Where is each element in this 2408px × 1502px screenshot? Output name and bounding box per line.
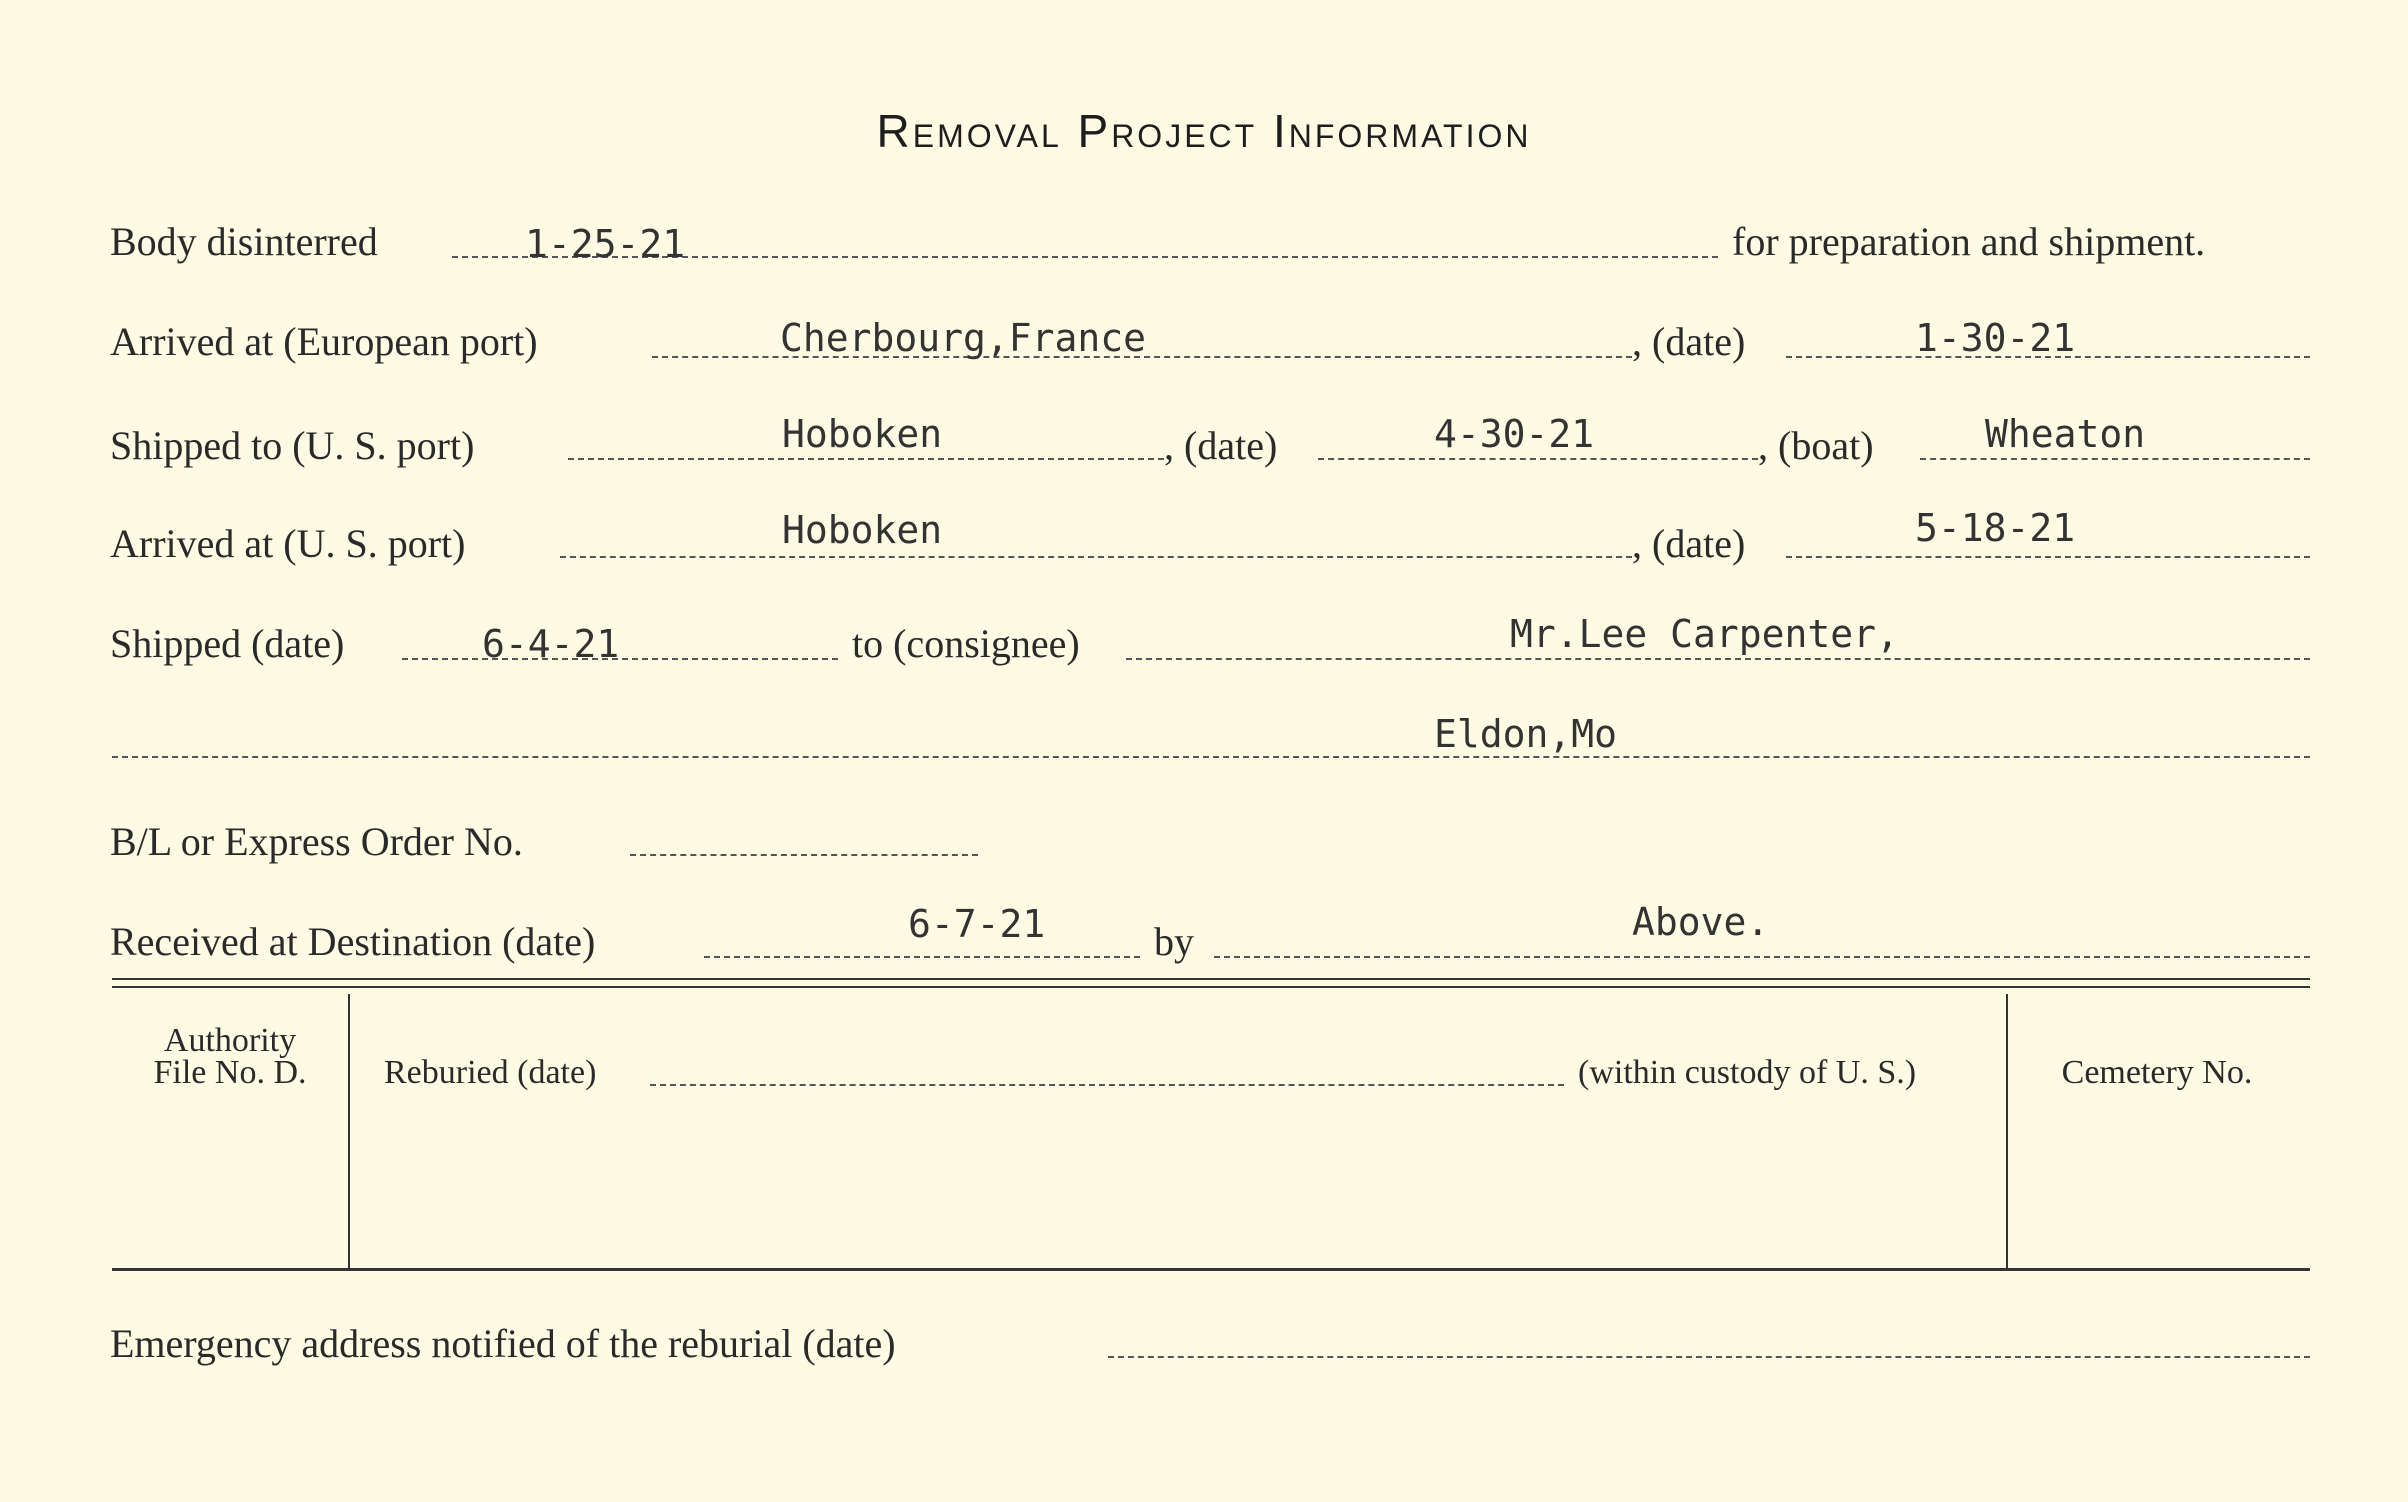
double-rule-top xyxy=(112,978,2310,980)
custody-label: (within custody of U. S.) xyxy=(1578,1054,1917,1091)
boat-value: Wheaton xyxy=(1985,412,2146,456)
consignee-address-line xyxy=(112,756,2310,758)
us-port-shipped-value: Hoboken xyxy=(782,412,943,456)
double-rule-bottom xyxy=(112,986,2310,988)
boat-line xyxy=(1920,458,2310,460)
shipped-date-line xyxy=(402,658,838,660)
shipped-date-us-label: , (date) xyxy=(1164,423,1278,468)
received-by-label: by xyxy=(1154,919,1194,964)
received-by-value: Above. xyxy=(1632,900,1770,944)
bl-order-line xyxy=(630,854,978,856)
consignee-line xyxy=(1126,658,2310,660)
received-date-line xyxy=(704,956,1140,958)
body-disinterred-label: Body disinterred xyxy=(110,219,378,264)
arrived-date-us-line xyxy=(1786,556,2310,558)
euro-date-label: , (date) xyxy=(1632,319,1746,364)
page-title: Removal Project Information xyxy=(876,105,1532,157)
emergency-date-line xyxy=(1108,1356,2310,1358)
shipped-us-label: Shipped to (U. S. port) xyxy=(110,423,475,468)
us-port-shipped-line xyxy=(568,458,1164,460)
file-no-label: File No. D. xyxy=(153,1054,307,1091)
us-port-arrived-value: Hoboken xyxy=(782,508,943,552)
received-dest-label: Received at Destination (date) xyxy=(110,919,596,964)
consignee-label: to (consignee) xyxy=(852,621,1080,666)
shipped-date-value: 6-4-21 xyxy=(482,622,620,666)
arrived-us-label: Arrived at (U. S. port) xyxy=(110,521,466,566)
cemetery-label: Cemetery No. xyxy=(2061,1054,2253,1091)
prep-shipment-label: for preparation and shipment. xyxy=(1732,219,2206,264)
us-port-arrived-line xyxy=(560,556,1632,558)
reburied-date-line xyxy=(650,1084,1564,1086)
consignee-name-value: Mr.Lee Carpenter, xyxy=(1510,612,1899,656)
arrived-date-us-value: 5-18-21 xyxy=(1915,506,2076,550)
arrived-date-us-label: , (date) xyxy=(1632,521,1746,566)
consignee-address-value: Eldon,Mo xyxy=(1434,712,1618,756)
shipped-date-label: Shipped (date) xyxy=(110,621,345,666)
disinterred-date-value: 1-25-21 xyxy=(525,222,686,266)
reburied-label: Reburied (date) xyxy=(384,1054,597,1091)
emergency-label: Emergency address notified of the reburial (date) xyxy=(110,1321,896,1366)
euro-port-value: Cherbourg,France xyxy=(780,316,1147,360)
euro-date-value: 1-30-21 xyxy=(1915,316,2076,360)
table-divider-left xyxy=(348,994,350,1268)
received-date-value: 6-7-21 xyxy=(908,902,1046,946)
authority-label: Authority xyxy=(163,1022,297,1059)
received-by-line xyxy=(1214,956,2310,958)
boat-label: , (boat) xyxy=(1758,423,1874,468)
bl-order-label: B/L or Express Order No. xyxy=(110,819,523,864)
arrived-euro-label: Arrived at (European port) xyxy=(110,319,538,364)
table-bottom-rule xyxy=(112,1268,2310,1271)
table-divider-right xyxy=(2006,994,2008,1268)
shipped-date-us-line xyxy=(1318,458,1758,460)
shipped-date-us-value: 4-30-21 xyxy=(1434,412,1595,456)
